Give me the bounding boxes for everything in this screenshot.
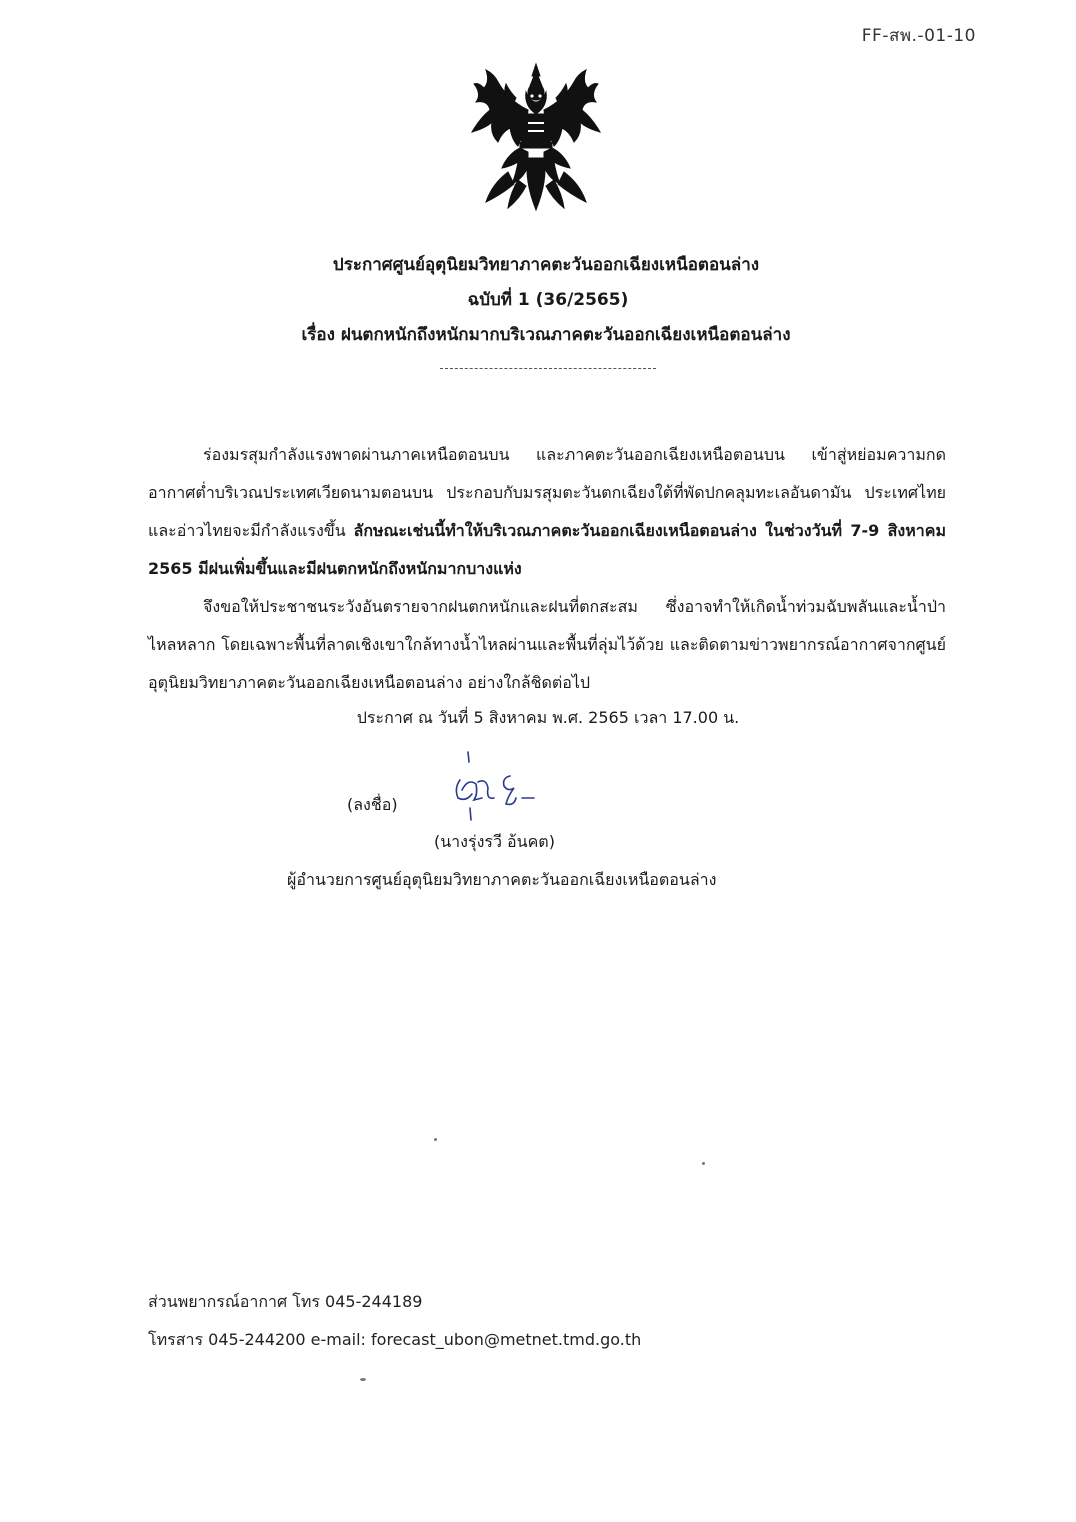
body-paragraph-1 <box>148 436 946 588</box>
announcement-body <box>148 436 946 702</box>
announcement-issue: ฉบับที่ 1 (36/2565) <box>467 290 629 310</box>
body-paragraph-2: จึงขอให้ประชาชนระวังอันตรายจากฝนตกหนักและฝนที่ตกสะสม ซึ่งอาจทำให้เกิดน้ำท่วมฉับพลันและน้ำป่าไหลหลาก โดยเฉพาะพื้นที่ลาดเชิงเขาใกล้ทางน้ำไหลผ่านและพื้นที่ลุ่มไว้ด้วย และติดตามข่าวพยากรณ์อากาศจากศูนย์อุตุนิยมวิทยาภาคตะวันออกเฉียงเหนือตอนล่าง อย่างใกล้ชิดต่อไป <box>148 597 946 692</box>
announcement-title: ประกาศศูนย์อุตุนิยมวิทยาภาคตะวันออกเฉียงเหนือตอนล่าง <box>332 255 760 275</box>
announcement-header <box>0 248 1076 353</box>
contact-phone: ส่วนพยากรณ์อากาศ โทร 045-244189 <box>148 1292 423 1311</box>
scan-speck <box>360 1378 366 1381</box>
body-paragraph-1-emphasis: ลักษณะเช่นนี้ทำให้บริเวณภาคตะวันออกเฉียงเหนือตอนล่าง ในช่วงวันที่ 7-9 สิงหาคม 2565 มีฝนเพิ่มขึ้นและมีฝนตกหนักถึงหนักมากบางแห่ง <box>148 521 946 578</box>
contact-footer <box>148 1283 641 1359</box>
scan-speck <box>434 1138 437 1141</box>
scan-speck <box>702 1162 705 1165</box>
body-paragraph-1-text: ร่องมรสุมกำลังแรงพาดผ่านภาคเหนือตอนบน และภาคตะวันออกเฉียงเหนือตอนบน เข้าสู่หย่อมความกดอากาศต่ำบริเวณประเทศเวียดนามตอนบน ประกอบกับมรสุมตะวันตกเฉียงใต้ที่พัดปกคลุมทะเลอันดามัน ประเทศไทย และอ่าวไทยจะมีกำลังแรงขึ้น <box>148 445 946 540</box>
announcement-date-text: ประกาศ ณ วันที่ 5 สิงหาคม พ.ศ. 2565 เวลา 17.00 น. <box>356 708 740 727</box>
announcement-subject: เรื่อง ฝนตกหนักถึงหนักมากบริเวณภาคตะวันออกเฉียงเหนือตอนล่าง <box>301 325 791 345</box>
announcement-date-line <box>0 706 1076 731</box>
signer-name: (นางรุ่งรวี อ้นคต) <box>434 832 555 851</box>
sign-label: (ลงชื่อ) <box>347 795 398 814</box>
contact-fax-email: โทรสาร 045-244200 e-mail: forecast_ubon@metnet.tmd.go.th <box>148 1330 642 1349</box>
header-divider <box>440 368 656 369</box>
garuda-emblem-icon <box>468 62 604 212</box>
signer-position: ผู้อำนวยการศูนย์อุตุนิยมวิทยาภาคตะวันออกเฉียงเหนือตอนล่าง <box>287 870 717 889</box>
handwritten-signature <box>448 748 548 826</box>
form-code: FF-สพ.-01-10 <box>861 26 976 46</box>
